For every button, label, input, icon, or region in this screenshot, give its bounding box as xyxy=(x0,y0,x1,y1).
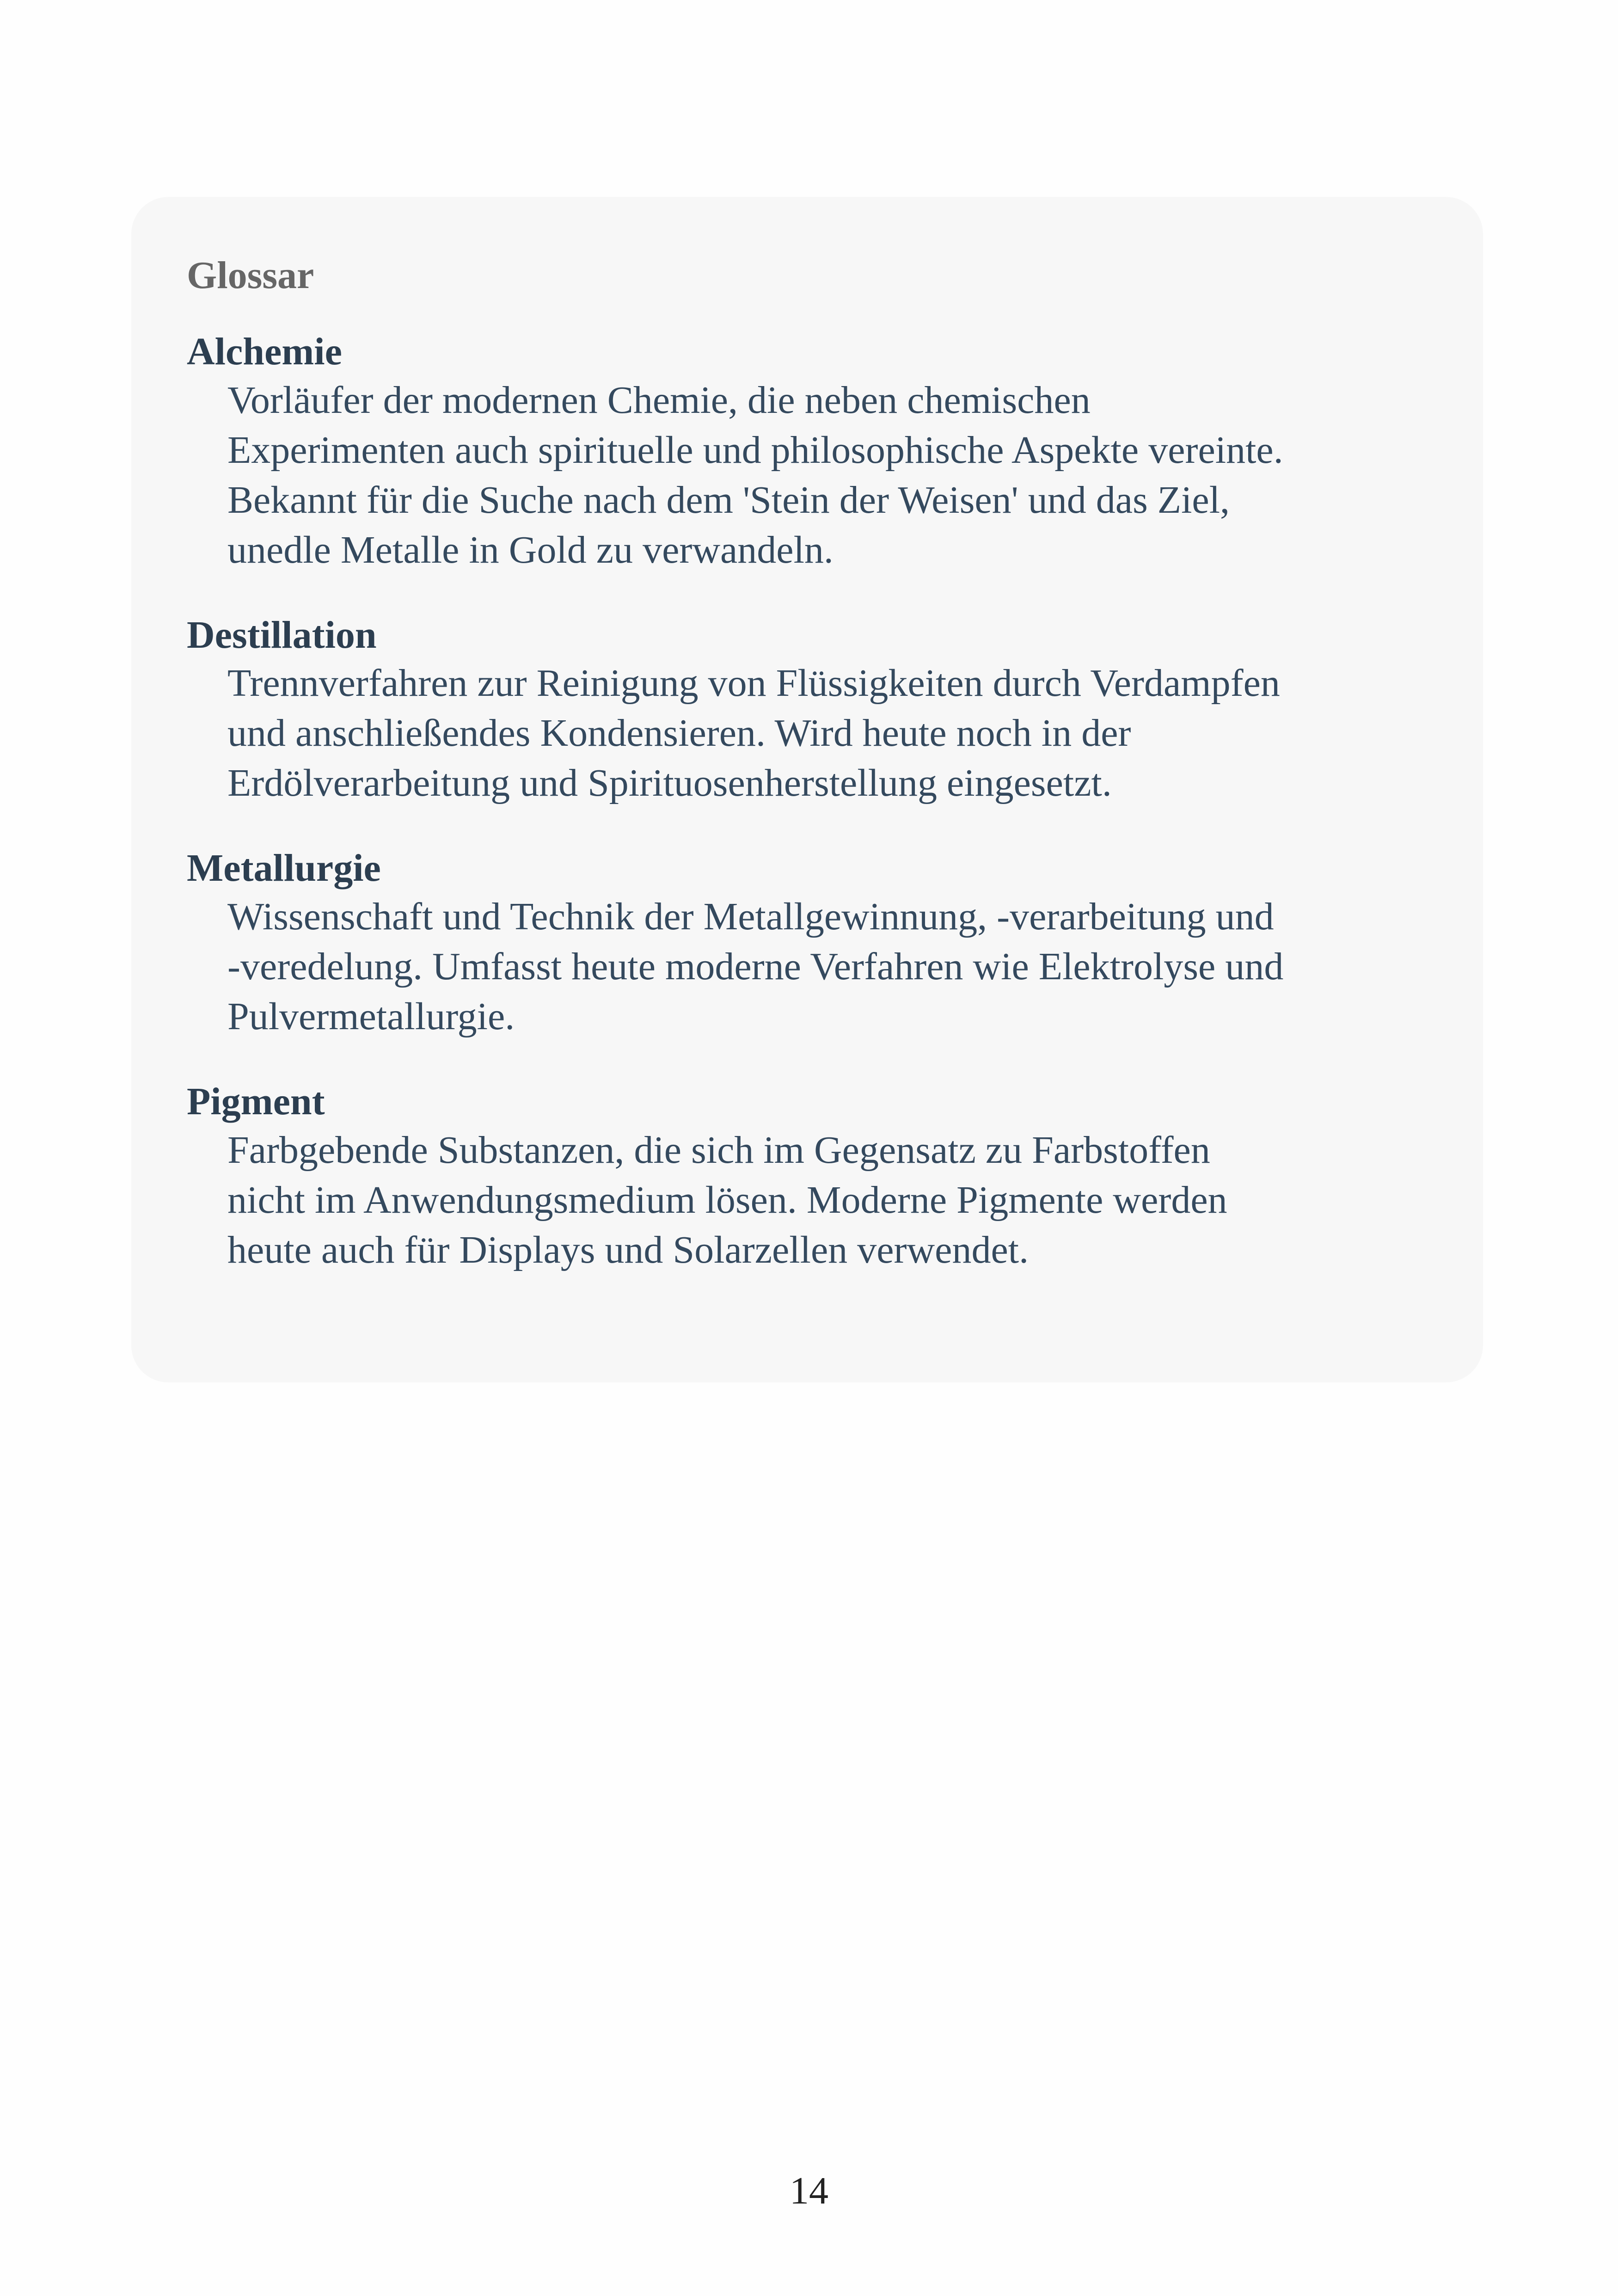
glossary-box xyxy=(131,197,1483,1382)
definition-line: heute auch für Displays und Solarzellen verwendet. xyxy=(227,1228,1029,1271)
definition-line: Experimenten auch spirituelle und philosophische Aspekte vereinte. xyxy=(227,428,1283,472)
glossary-entry-alchemie xyxy=(187,329,1483,575)
definition-line: Trennverfahren zur Reinigung von Flüssigkeiten durch Verdampfen xyxy=(227,662,1280,705)
definition-line: Pulvermetallurgie. xyxy=(227,995,515,1038)
definition-line: unedle Metalle in Gold zu verwandeln. xyxy=(227,528,834,571)
definition-line: nicht im Anwendungsmedium lösen. Moderne Pigmente werden xyxy=(227,1178,1227,1222)
glossary-definition xyxy=(227,892,1448,1042)
definition-line: Bekannt für die Suche nach dem 'Stein der Weisen' und das Ziel, xyxy=(227,478,1230,522)
glossary-definition xyxy=(227,658,1448,808)
definition-line: Vorläufer der modernen Chemie, die neben chemischen xyxy=(227,378,1091,422)
definition-line: Wissenschaft und Technik der Metallgewinnung, -verarbeitung und xyxy=(227,895,1274,939)
glossary-definition xyxy=(227,1125,1448,1275)
definition-line: Erdölverarbeitung und Spirituosenherstellung eingesetzt. xyxy=(227,761,1112,805)
page-number: 14 xyxy=(790,2169,828,2212)
glossary-entry-destillation xyxy=(187,612,1483,809)
glossary-term: Alchemie xyxy=(187,330,342,373)
definition-line: Farbgebende Substanzen, die sich im Gegensatz zu Farbstoffen xyxy=(227,1128,1210,1172)
definition-line: -veredelung. Umfasst heute moderne Verfahren wie Elektrolyse und xyxy=(227,945,1284,988)
glossary-term: Metallurgie xyxy=(187,847,381,890)
definition-line: und anschließendes Kondensieren. Wird heute noch in der xyxy=(227,712,1131,755)
glossary-entry-pigment xyxy=(187,1079,1483,1275)
glossary-entry-metallurgie xyxy=(187,845,1483,1042)
glossary-title: Glossar xyxy=(187,254,314,297)
glossary-term: Pigment xyxy=(187,1080,325,1123)
glossary-definition xyxy=(227,375,1448,575)
glossary-term: Destillation xyxy=(187,613,377,657)
